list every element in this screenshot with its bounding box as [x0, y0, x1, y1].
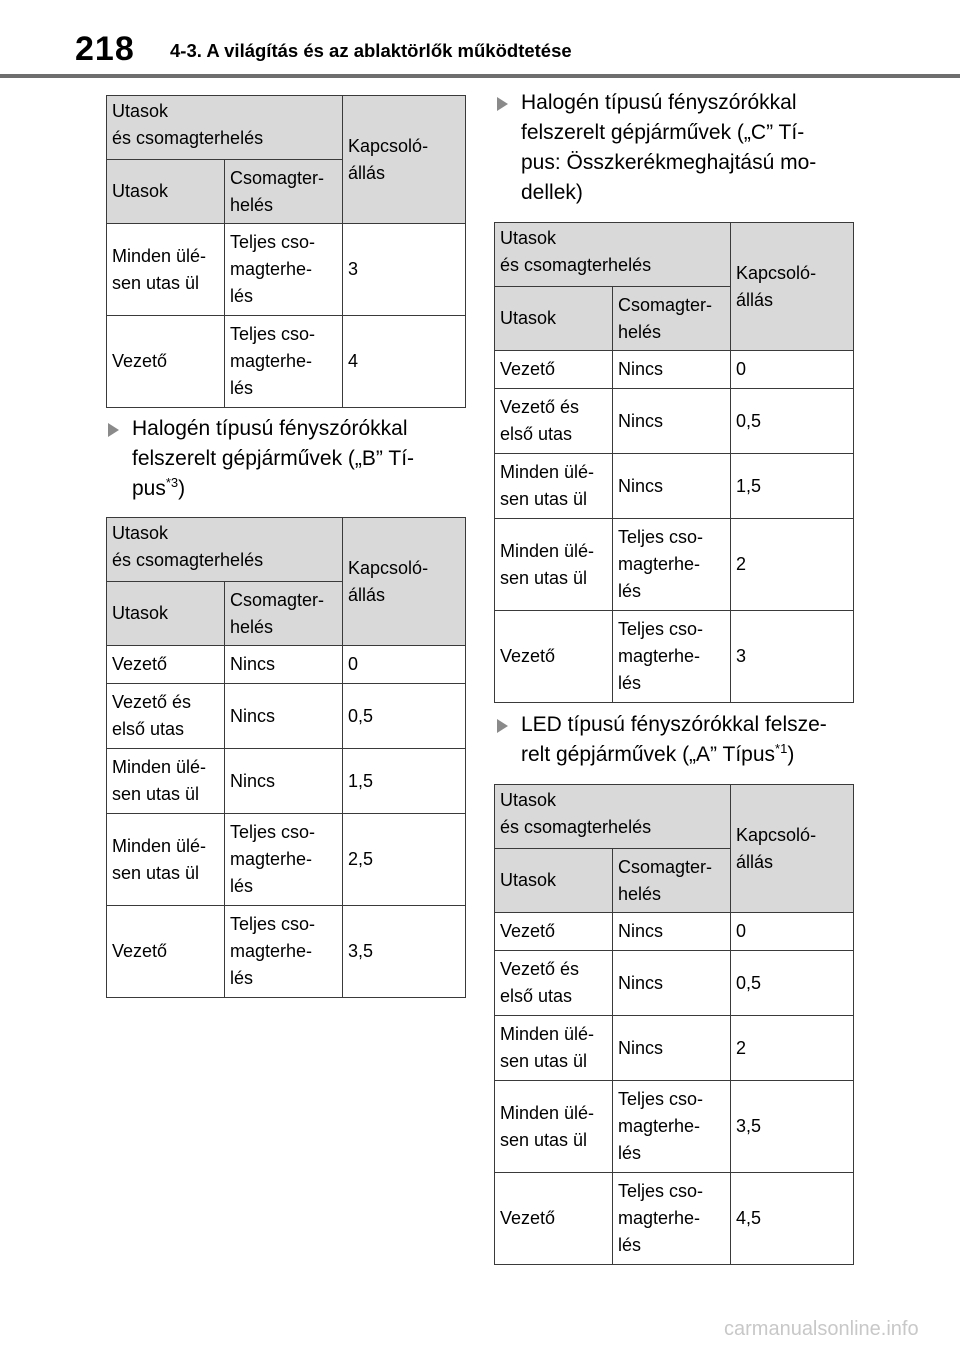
table-row: [107, 646, 466, 684]
passengers-text: sen utas ül: [112, 784, 200, 804]
switch-position-cell: [343, 684, 466, 749]
header-load-label: Csomagter-: [230, 167, 325, 188]
table-header-row: [495, 223, 854, 287]
passengers-cell: [495, 611, 613, 703]
switch-position-value: 0: [736, 921, 747, 941]
passengers-text: Minden ülé-: [500, 540, 595, 561]
load-cell: [225, 646, 343, 684]
passengers-cell: [107, 684, 225, 749]
passengers-text: Minden ülé-: [112, 835, 207, 856]
switch-position-cell: [731, 951, 854, 1016]
load-text: magterhe-: [618, 554, 701, 574]
table-row: [495, 1016, 854, 1081]
header-load-label: helés: [618, 321, 662, 342]
passengers-cell: [107, 906, 225, 998]
header-load-cell: [225, 160, 343, 224]
header-switch-label: Kapcsoló-: [736, 824, 817, 845]
passengers-cell: [495, 519, 613, 611]
load-text: Nincs: [618, 1037, 664, 1058]
switch-position-value: 0,5: [736, 410, 762, 431]
table-type-a: [494, 784, 854, 1265]
load-cell: [225, 684, 343, 749]
load-text: magterhe-: [230, 351, 313, 371]
header-group-cell: [495, 223, 731, 287]
passengers-text: Minden ülé-: [112, 757, 207, 777]
load-text: Teljes cso-: [230, 232, 316, 252]
header-switch-label: állás: [736, 851, 774, 872]
load-text: Teljes cso-: [230, 324, 316, 344]
passengers-text: sen utas ül: [112, 272, 200, 293]
header-passengers-cell: [107, 160, 225, 224]
bullet-triangle-icon: [497, 97, 508, 111]
table-row: [495, 351, 854, 389]
switch-position-value: 2: [736, 1037, 747, 1058]
header-switch-label: Kapcsoló-: [348, 557, 429, 578]
load-text: Nincs: [618, 921, 664, 941]
table-header-row: [107, 96, 466, 160]
header-load-label: helés: [230, 616, 274, 637]
load-text: Nincs: [230, 654, 276, 674]
header-switch-label: Kapcsoló-: [736, 262, 817, 283]
load-text: lés: [230, 968, 254, 988]
load-text: Teljes cso-: [618, 1181, 704, 1201]
load-text: Teljes cso-: [230, 914, 316, 934]
header-switch-label: állás: [348, 162, 386, 183]
load-cell: [613, 1173, 731, 1265]
load-text: Nincs: [618, 475, 664, 496]
load-cell: [225, 316, 343, 408]
header-group-label: és csomagterhelés: [500, 255, 652, 275]
passengers-cell: [495, 351, 613, 389]
table-row: [107, 906, 466, 998]
load-text: Teljes cso-: [230, 822, 316, 842]
header-group-cell: [107, 96, 343, 160]
header-group-label: és csomagterhelés: [112, 550, 264, 570]
header-load-label: helés: [618, 883, 662, 904]
passengers-text: Minden ülé-: [500, 1102, 595, 1123]
load-cell: [613, 611, 731, 703]
passengers-text: Minden ülé-: [500, 1024, 595, 1044]
load-cell: [225, 749, 343, 814]
header-switch-cell: [731, 785, 854, 913]
header-load-cell: [613, 287, 731, 351]
passengers-cell: [495, 1016, 613, 1081]
load-cell: [613, 1016, 731, 1081]
switch-position-cell: [731, 913, 854, 951]
table-row: [495, 519, 854, 611]
load-cell: [613, 913, 731, 951]
switch-position-cell: [731, 389, 854, 454]
load-cell: [613, 519, 731, 611]
table-row: [107, 814, 466, 906]
header-group-label: Utasok: [112, 523, 169, 543]
header-group-label: és csomagterhelés: [500, 817, 652, 837]
header-load-label: helés: [230, 194, 274, 215]
passengers-text: Vezető: [112, 941, 168, 961]
switch-position-value: 1,5: [348, 770, 374, 791]
header-switch-label: állás: [736, 289, 774, 310]
switch-position-cell: [343, 814, 466, 906]
table-type-c: [494, 222, 854, 703]
passengers-cell: [495, 454, 613, 519]
load-text: magterhe-: [230, 259, 313, 279]
header-group-cell: [495, 785, 731, 849]
header-passengers-cell: [107, 582, 225, 646]
table-row: [495, 951, 854, 1016]
header-group-label: Utasok: [500, 790, 557, 810]
table-row: [107, 316, 466, 408]
passengers-text: első utas: [112, 719, 185, 739]
passengers-cell: [107, 224, 225, 316]
switch-position-value: 2,5: [348, 849, 374, 869]
passengers-cell: [495, 913, 613, 951]
bullet-triangle-icon: [108, 423, 119, 437]
load-cell: [613, 351, 731, 389]
passengers-text: Vezető: [500, 646, 556, 666]
load-text: magterhe-: [618, 1208, 701, 1228]
table-row: [495, 611, 854, 703]
load-text: lés: [230, 378, 254, 398]
header-switch-label: állás: [348, 584, 386, 605]
header-load-cell: [613, 849, 731, 913]
passengers-text: sen utas ül: [500, 1129, 588, 1150]
switch-position-value: 1,5: [736, 475, 762, 496]
header-group-label: és csomagterhelés: [112, 128, 264, 148]
load-cell: [225, 814, 343, 906]
header-divider: [0, 74, 960, 78]
page-header: [0, 0, 960, 78]
bullet-triangle-icon: [497, 719, 508, 733]
load-text: lés: [618, 673, 642, 693]
load-cell: [613, 454, 731, 519]
passengers-text: sen utas ül: [112, 862, 200, 883]
passengers-text: első utas: [500, 424, 573, 444]
passengers-text: Vezető és: [112, 692, 192, 712]
load-text: Nincs: [618, 972, 664, 993]
passengers-cell: [107, 814, 225, 906]
header-group-cell: [107, 518, 343, 582]
load-cell: [225, 906, 343, 998]
load-cell: [613, 389, 731, 454]
passengers-cell: [107, 316, 225, 408]
header-passengers-label: Utasok: [112, 181, 169, 201]
load-text: Nincs: [618, 410, 664, 431]
switch-position-cell: [731, 1081, 854, 1173]
table-header-row: [495, 785, 854, 849]
load-text: Teljes cso-: [618, 1089, 704, 1109]
passengers-text: Vezető: [500, 1208, 556, 1228]
load-text: magterhe-: [618, 646, 701, 666]
load-text: magterhe-: [230, 849, 313, 869]
header-load-label: Csomagter-: [230, 589, 325, 610]
table-row: [107, 224, 466, 316]
passengers-text: Minden ülé-: [500, 462, 595, 482]
table-header-row: [107, 518, 466, 582]
passengers-text: sen utas ül: [500, 567, 588, 588]
header-passengers-label: Utasok: [500, 308, 557, 328]
header-switch-cell: [731, 223, 854, 351]
switch-position-value: 0: [348, 654, 359, 674]
header-group-label: Utasok: [112, 101, 169, 121]
passengers-text: Vezető és: [500, 397, 580, 417]
passengers-text: Vezető és: [500, 959, 580, 979]
passengers-text: Vezető: [112, 654, 168, 674]
table-row: [107, 684, 466, 749]
switch-position-value: 3,5: [348, 941, 374, 961]
passengers-text: Minden ülé-: [112, 245, 207, 266]
passengers-cell: [495, 1173, 613, 1265]
passengers-text: Vezető: [500, 359, 556, 379]
switch-position-value: 4: [348, 351, 359, 371]
switch-position-value: 3,5: [736, 1116, 762, 1136]
table-row: [495, 913, 854, 951]
load-text: lés: [230, 286, 254, 306]
switch-position-cell: [731, 1173, 854, 1265]
switch-position-cell: [343, 646, 466, 684]
passengers-text: első utas: [500, 986, 573, 1006]
switch-position-cell: [731, 1016, 854, 1081]
switch-position-value: 2: [736, 554, 747, 574]
table-row: [107, 749, 466, 814]
switch-position-value: 0,5: [348, 705, 374, 726]
switch-position-cell: [731, 454, 854, 519]
header-passengers-cell: [495, 287, 613, 351]
passengers-cell: [107, 646, 225, 684]
load-text: lés: [618, 581, 642, 601]
switch-position-cell: [343, 749, 466, 814]
header-passengers-label: Utasok: [112, 603, 169, 623]
watermark: carmanualsonline.info: [724, 1318, 919, 1340]
page-number: 218: [75, 30, 135, 68]
switch-position-cell: [731, 519, 854, 611]
switch-position-value: 0: [736, 359, 747, 379]
switch-position-value: 3: [348, 259, 359, 279]
header-group-label: Utasok: [500, 228, 557, 248]
switch-position-cell: [343, 224, 466, 316]
passengers-cell: [495, 1081, 613, 1173]
load-cell: [225, 224, 343, 316]
header-switch-label: Kapcsoló-: [348, 135, 429, 156]
header-switch-cell: [343, 518, 466, 646]
passengers-text: sen utas ül: [500, 1051, 588, 1071]
load-cell: [613, 951, 731, 1016]
passengers-cell: [107, 749, 225, 814]
header-load-label: Csomagter-: [618, 856, 713, 877]
header-load-label: Csomagter-: [618, 294, 713, 315]
load-text: magterhe-: [618, 1116, 701, 1136]
switch-position-cell: [343, 316, 466, 408]
load-text: Teljes cso-: [618, 527, 704, 547]
header-switch-cell: [343, 96, 466, 224]
passengers-text: sen utas ül: [500, 489, 588, 509]
header-load-cell: [225, 582, 343, 646]
load-text: lés: [618, 1235, 642, 1255]
load-cell: [613, 1081, 731, 1173]
switch-position-cell: [343, 906, 466, 998]
table-type-b: [106, 517, 466, 998]
switch-position-cell: [731, 351, 854, 389]
load-text: Teljes cso-: [618, 619, 704, 639]
passengers-text: Vezető: [112, 351, 168, 371]
header-passengers-cell: [495, 849, 613, 913]
load-text: magterhe-: [230, 941, 313, 961]
table-row: [495, 454, 854, 519]
load-text: lés: [230, 876, 254, 896]
header-passengers-label: Utasok: [500, 870, 557, 890]
load-text: lés: [618, 1143, 642, 1163]
switch-position-cell: [731, 611, 854, 703]
table-row: [495, 389, 854, 454]
passengers-cell: [495, 389, 613, 454]
switch-position-value: 4,5: [736, 1208, 762, 1228]
switch-position-value: 0,5: [736, 972, 762, 993]
passengers-cell: [495, 951, 613, 1016]
table-top-left: [106, 95, 466, 408]
section-title: 4-3. A világítás és az ablaktörlők működtetése: [170, 40, 572, 61]
load-text: Nincs: [618, 359, 664, 379]
passengers-text: Vezető: [500, 921, 556, 941]
table-row: [495, 1081, 854, 1173]
load-text: Nincs: [230, 705, 276, 726]
table-row: [495, 1173, 854, 1265]
load-text: Nincs: [230, 770, 276, 791]
switch-position-value: 3: [736, 646, 747, 666]
